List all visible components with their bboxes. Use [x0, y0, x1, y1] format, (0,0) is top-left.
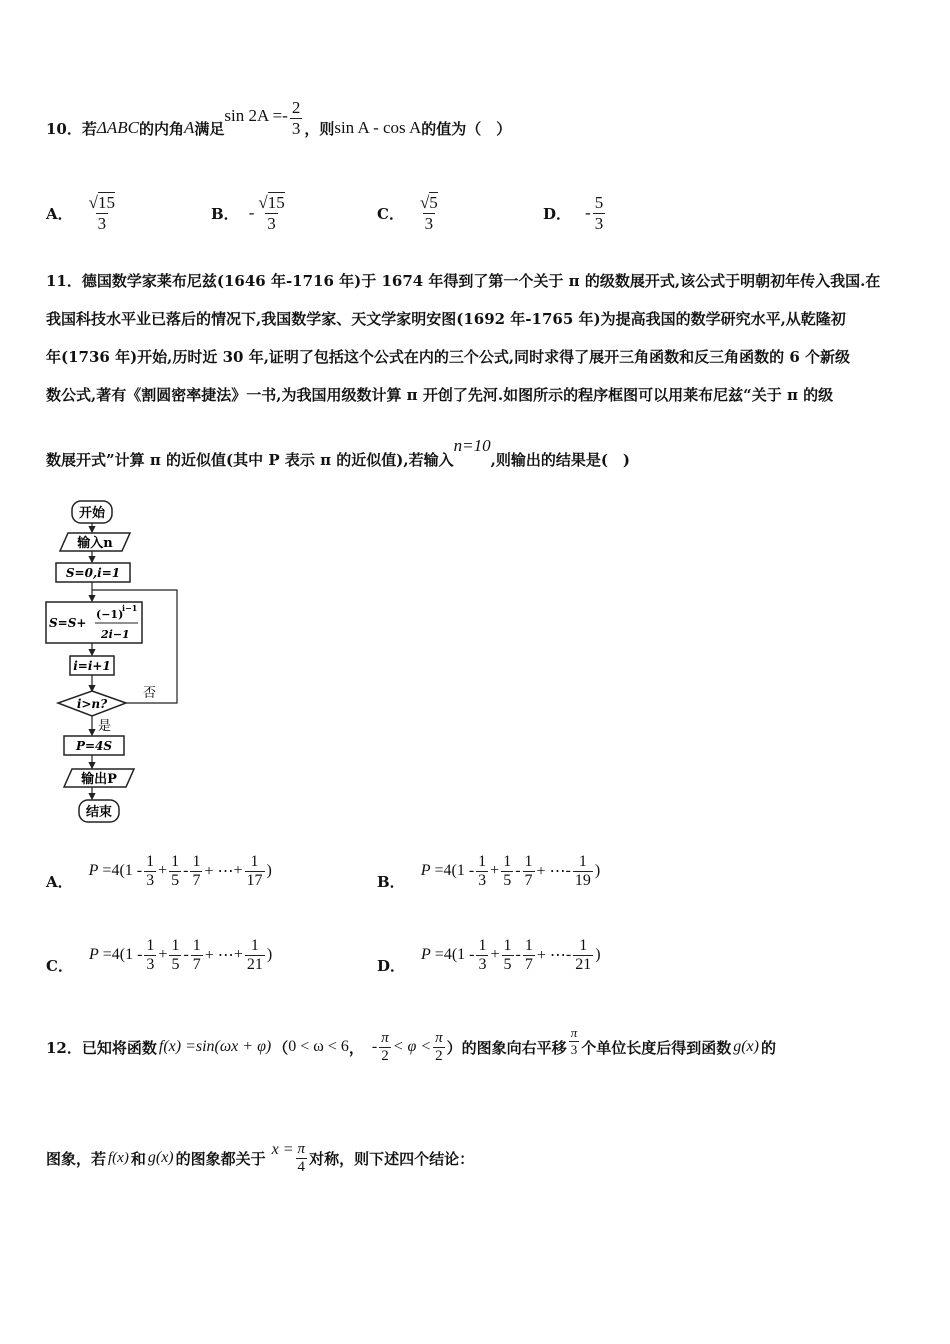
q12-and: 和 — [130, 1149, 146, 1168]
q11-a-last: 17 — [246, 871, 263, 889]
q12-line2 — [46, 1133, 474, 1183]
q12-gfunc: g(x) — [733, 1038, 759, 1055]
flow-update-exp: i−1 — [122, 603, 138, 613]
q11-option-b[interactable]: B． P =4(1 - $\frac{1}{3}$ + $\frac{1}{5}$ - $\frac{1}{7}$ + ⋯ - $\frac{1}{19}$ ) — [377, 852, 601, 891]
q10-a-frac: $\frac{√15}{3}$ — [88, 192, 115, 233]
q12-p1: （ — [273, 1038, 289, 1057]
q11-option-c[interactable]: C． P =4(1 - $\frac{1}{3}$ + $\frac{1}{5}$ - $\frac{1}{7}$ + ⋯ + $\frac{1}{21}$ ) — [46, 936, 273, 975]
flow-init-label: S=0,i=1 — [65, 566, 121, 580]
q10-option-d[interactable] — [543, 187, 607, 239]
q12-two: 2 — [381, 1047, 389, 1064]
flow-start-label: 开始 — [78, 506, 106, 521]
q11-c-op1: + — [158, 946, 168, 963]
q10-expr: sin A - cos A — [334, 118, 422, 137]
q11-line2: 我国科技水平业已落后的情况下,我国数学家、天文学家明安图(1692 年-1765 年)为提高我国的数学研究水平,从乾隆初 — [46, 310, 846, 328]
flow-input-label: 输入n — [77, 536, 113, 551]
q12-f: f(x) — [108, 1149, 129, 1166]
q10-option-b[interactable] — [211, 187, 289, 239]
q11-line5 — [46, 430, 630, 470]
q10-a-rad: 15 — [97, 192, 115, 212]
q12-p2: ， — [348, 1038, 364, 1057]
q10-d-sign: - — [585, 203, 591, 222]
option-label: A． — [46, 872, 73, 891]
q11-b-op2: - — [565, 862, 571, 879]
q11-input-n: n=10 — [453, 436, 491, 455]
flowchart — [40, 495, 190, 830]
q10-option-a[interactable] — [46, 187, 119, 239]
option-label: A． — [46, 204, 73, 223]
q10-condition: sin 2A =- — [224, 106, 288, 125]
option-label: C． — [46, 956, 73, 975]
flow-update-num: (−1) — [96, 608, 124, 621]
q12-two2: 2 — [435, 1047, 443, 1064]
flow-update-left: S=S+ — [49, 616, 87, 630]
q12-line2-a: 图象，若 — [46, 1149, 107, 1168]
q10-c-den: 3 — [424, 213, 434, 233]
q12-prefix: 12．已知将函数 — [46, 1038, 157, 1057]
q10-suffix: 的值为（ ） — [421, 119, 512, 138]
q12-pi4: π — [297, 1140, 306, 1157]
option-label: B． — [211, 204, 239, 223]
q11-line4: 数公式,著有《割圆密率捷法》一书,为我国用级数计算 π 开创了先河.如图所示的程序框图可以用莱布尼兹“关于 π 的级 — [46, 386, 834, 404]
q12-func: f(x) =sin(ωx + φ) — [158, 1038, 272, 1055]
q10-c-frac: $\frac{√5}{3}$ — [419, 192, 438, 233]
flow-update-den: 2i−1 — [101, 628, 130, 641]
q11-line1: 11．德国数学家莱布尼兹(1646 年-1716 年)于 1674 年得到了第一个关于 π 的级数展开式,该公式于明朝初年传入我国.在 — [46, 272, 881, 290]
q11-option-d[interactable]: D． P =4(1 - $\frac{1}{3}$ + $\frac{1}{5}$ - $\frac{1}{7}$ + ⋯ - $\frac{1}{21}$ ) — [377, 936, 601, 975]
option-label: C． — [377, 204, 404, 223]
flow-yes-label: 是 — [98, 719, 112, 734]
q10-b-frac: $\frac{√15}{3}$ — [258, 192, 285, 233]
option-label: B． — [377, 872, 405, 891]
q11-d-op2: - — [565, 946, 572, 963]
q12-x-eq: x = — [271, 1141, 294, 1158]
q12-p3: ）的图象向右平移 — [446, 1038, 567, 1057]
q10-mid1: 的内角 — [138, 119, 184, 138]
q12-cond2: < φ < — [392, 1038, 432, 1055]
q10-triangle: ΔABC — [96, 118, 139, 137]
q10-b-rad: 15 — [267, 192, 285, 212]
flow-output-label: 输出P — [81, 772, 117, 787]
q12-four: 4 — [297, 1158, 306, 1175]
q10-c-rad: 5 — [429, 192, 438, 212]
q11-a-op2: + — [233, 862, 243, 879]
q11-a-op1: + — [158, 862, 168, 879]
option-label: D． — [543, 204, 572, 223]
q11-option-a[interactable]: A． P =4(1 - $\frac{1}{3}$ + $\frac{1}{5}$ - $\frac{1}{7}$ + ⋯ + $\frac{1}{17}$ ) — [46, 852, 272, 891]
q11-b-last: 19 — [574, 871, 591, 889]
q12-line1 — [46, 1022, 776, 1072]
flow-end-label: 结束 — [85, 805, 113, 820]
q10-b-den: 3 — [267, 213, 276, 233]
q10-d-num: 5 — [594, 192, 604, 212]
flow-result-label: P=4S — [75, 739, 113, 753]
q11-d-last: 21 — [575, 955, 592, 973]
q10-mid3: ，则 — [304, 119, 335, 138]
q12-shift-den: 3 — [570, 1041, 578, 1057]
q10-b-sign: - — [248, 203, 255, 222]
q10-cond-num: 2 — [291, 97, 301, 117]
q10-stem — [46, 97, 512, 153]
q10-mid2: 满足 — [194, 119, 225, 138]
q12-line2-b: 的图象都关于 — [175, 1149, 266, 1168]
q10-prefix: 10．若 — [46, 119, 97, 138]
q12-minus: - — [371, 1038, 378, 1055]
q11-b-op1: + — [490, 862, 500, 879]
q11-c-op2: + — [233, 946, 243, 963]
q12-pi3: π — [570, 1024, 578, 1040]
q10-a-den: 3 — [97, 213, 107, 233]
q10-d-den: 3 — [594, 213, 604, 233]
flow-decision-label: i>n? — [76, 697, 108, 711]
q11-c-last: 21 — [246, 955, 263, 973]
q12-cond1: 0 < ω < 6 — [288, 1038, 349, 1055]
option-label: D． — [377, 956, 406, 975]
q11-d-op1: + — [490, 946, 500, 963]
q11-line3: 年(1736 年)开始,历时近 30 年,证明了包括这个公式在内的三个公式,同时求得了展开三角函数和反三角函数的 6 个新级 — [46, 348, 851, 366]
q10-d-frac — [593, 193, 606, 234]
q10-cond-den: 3 — [291, 118, 301, 138]
q12-p4: 个单位长度后得到函数 — [581, 1038, 732, 1057]
flow-no-label: 否 — [143, 686, 157, 701]
q11-line5-b: ,则输出的结果是( ) — [490, 451, 631, 469]
q12-pi2: π — [435, 1029, 443, 1046]
q10-angle: A — [183, 118, 195, 137]
q10-cond-frac — [290, 98, 303, 139]
q12-pi: π — [381, 1029, 389, 1046]
q10-option-c[interactable] — [377, 187, 442, 239]
q12-g: g(x) — [147, 1149, 174, 1166]
flow-increment-label: i=i+1 — [73, 659, 111, 673]
q11-line5-a: 数展开式”计算 π 的近似值(其中 P 表示 π 的近似值),若输入 — [46, 451, 454, 469]
q12-p5: 的 — [760, 1038, 776, 1057]
q12-line2-c: 对称，则下述四个结论： — [309, 1149, 475, 1168]
